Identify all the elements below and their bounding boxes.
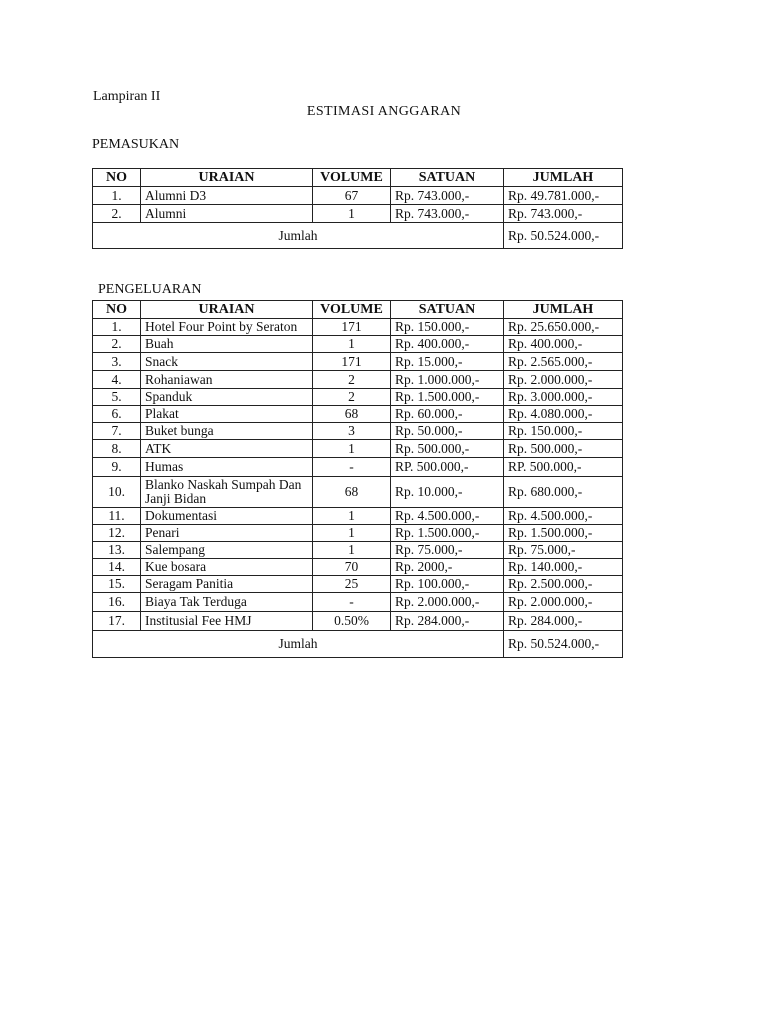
cell-no: 17. <box>93 612 141 631</box>
pemasukan-heading: PEMASUKAN <box>92 137 180 152</box>
table-row <box>93 187 623 205</box>
cell-no: 9. <box>93 458 141 477</box>
cell-uraian: Rohaniawan <box>141 371 313 389</box>
table-row <box>93 458 623 477</box>
column-header-uraian: URAIAN <box>141 169 313 187</box>
cell-no: 16. <box>93 593 141 612</box>
cell-satuan: Rp. 1.500.000,- <box>391 389 504 406</box>
pemasukan-table <box>92 168 623 249</box>
table-row <box>93 477 623 508</box>
cell-jumlah: Rp. 680.000,- <box>504 477 623 508</box>
cell-no: 15. <box>93 576 141 593</box>
cell-uraian: Hotel Four Point by Seraton <box>141 319 313 336</box>
cell-volume: 1 <box>313 205 391 223</box>
table-row <box>93 389 623 406</box>
cell-jumlah: Rp. 150.000,- <box>504 423 623 440</box>
column-header-volume: VOLUME <box>313 169 391 187</box>
cell-no: 1. <box>93 319 141 336</box>
cell-volume: 171 <box>313 353 391 371</box>
cell-satuan: Rp. 15.000,- <box>391 353 504 371</box>
cell-jumlah: Rp. 500.000,- <box>504 440 623 458</box>
cell-satuan: Rp. 100.000,- <box>391 576 504 593</box>
cell-uraian: Humas <box>141 458 313 477</box>
cell-satuan: Rp. 400.000,- <box>391 336 504 353</box>
column-header-satuan: SATUAN <box>391 169 504 187</box>
cell-jumlah: Rp. 2.565.000,- <box>504 353 623 371</box>
total-label: Jumlah <box>93 631 504 658</box>
table-row <box>93 371 623 389</box>
pengeluaran-heading: PENGELUARAN <box>98 282 202 297</box>
cell-satuan: RP. 500.000,- <box>391 458 504 477</box>
table-row <box>93 559 623 576</box>
cell-jumlah: Rp. 284.000,- <box>504 612 623 631</box>
cell-uraian: Penari <box>141 525 313 542</box>
table-row <box>93 593 623 612</box>
cell-jumlah: Rp. 3.000.000,- <box>504 389 623 406</box>
table-row <box>93 336 623 353</box>
cell-satuan: Rp. 75.000,- <box>391 542 504 559</box>
cell-uraian: ATK <box>141 440 313 458</box>
cell-uraian: Kue bosara <box>141 559 313 576</box>
cell-no: 2. <box>93 336 141 353</box>
table-row <box>93 319 623 336</box>
column-header-no: NO <box>93 301 141 319</box>
cell-satuan: Rp. 1.000.000,- <box>391 371 504 389</box>
cell-volume: 1 <box>313 525 391 542</box>
column-header-jumlah: JUMLAH <box>504 301 623 319</box>
cell-volume: 1 <box>313 508 391 525</box>
total-row <box>93 223 623 249</box>
cell-uraian: Alumni D3 <box>141 187 313 205</box>
cell-satuan: Rp. 1.500.000,- <box>391 525 504 542</box>
total-value: Rp. 50.524.000,- <box>504 631 623 658</box>
table-row <box>93 406 623 423</box>
cell-uraian: Dokumentasi <box>141 508 313 525</box>
cell-volume: 0.50% <box>313 612 391 631</box>
cell-uraian: Plakat <box>141 406 313 423</box>
cell-no: 8. <box>93 440 141 458</box>
lampiran-label: Lampiran II <box>93 89 161 104</box>
total-label: Jumlah <box>93 223 504 249</box>
cell-volume: 70 <box>313 559 391 576</box>
cell-uraian: Seragam Panitia <box>141 576 313 593</box>
cell-satuan: Rp. 284.000,- <box>391 612 504 631</box>
cell-volume: 1 <box>313 542 391 559</box>
cell-jumlah: Rp. 4.500.000,- <box>504 508 623 525</box>
total-row <box>93 631 623 658</box>
table-row <box>93 542 623 559</box>
cell-no: 7. <box>93 423 141 440</box>
cell-uraian: Buah <box>141 336 313 353</box>
cell-volume: 68 <box>313 477 391 508</box>
cell-no: 4. <box>93 371 141 389</box>
cell-volume: 25 <box>313 576 391 593</box>
cell-jumlah: RP. 500.000,- <box>504 458 623 477</box>
cell-volume: 67 <box>313 187 391 205</box>
column-header-no: NO <box>93 169 141 187</box>
cell-volume: 3 <box>313 423 391 440</box>
column-header-volume: VOLUME <box>313 301 391 319</box>
table-row <box>93 440 623 458</box>
cell-jumlah: Rp. 140.000,- <box>504 559 623 576</box>
column-header-satuan: SATUAN <box>391 301 504 319</box>
cell-satuan: Rp. 4.500.000,- <box>391 508 504 525</box>
table-row <box>93 423 623 440</box>
total-value: Rp. 50.524.000,- <box>504 223 623 249</box>
cell-satuan: Rp. 743.000,- <box>391 205 504 223</box>
cell-no: 14. <box>93 559 141 576</box>
table-row <box>93 205 623 223</box>
cell-uraian: Blanko Naskah Sumpah Dan Janji Bidan <box>141 477 313 508</box>
cell-satuan: Rp. 60.000,- <box>391 406 504 423</box>
cell-no: 12. <box>93 525 141 542</box>
cell-jumlah: Rp. 49.781.000,- <box>504 187 623 205</box>
cell-jumlah: Rp. 2.000.000,- <box>504 593 623 612</box>
cell-jumlah: Rp. 2.000.000,- <box>504 371 623 389</box>
cell-no: 13. <box>93 542 141 559</box>
cell-volume: 2 <box>313 389 391 406</box>
cell-satuan: Rp. 2.000.000,- <box>391 593 504 612</box>
cell-uraian: Snack <box>141 353 313 371</box>
table-row <box>93 612 623 631</box>
cell-no: 2. <box>93 205 141 223</box>
cell-no: 6. <box>93 406 141 423</box>
table-row <box>93 353 623 371</box>
cell-uraian: Buket bunga <box>141 423 313 440</box>
cell-no: 3. <box>93 353 141 371</box>
cell-volume: 2 <box>313 371 391 389</box>
cell-no: 1. <box>93 187 141 205</box>
cell-jumlah: Rp. 4.080.000,- <box>504 406 623 423</box>
column-header-uraian: URAIAN <box>141 301 313 319</box>
column-header-jumlah: JUMLAH <box>504 169 623 187</box>
cell-volume: 68 <box>313 406 391 423</box>
cell-no: 5. <box>93 389 141 406</box>
cell-uraian: Biaya Tak Terduga <box>141 593 313 612</box>
cell-satuan: Rp. 500.000,- <box>391 440 504 458</box>
cell-jumlah: Rp. 743.000,- <box>504 205 623 223</box>
cell-jumlah: Rp. 2.500.000,- <box>504 576 623 593</box>
table-row <box>93 576 623 593</box>
cell-uraian: Alumni <box>141 205 313 223</box>
cell-jumlah: Rp. 1.500.000,- <box>504 525 623 542</box>
cell-volume: 171 <box>313 319 391 336</box>
table-header-row <box>93 301 623 319</box>
cell-jumlah: Rp. 400.000,- <box>504 336 623 353</box>
cell-uraian: Institusial Fee HMJ <box>141 612 313 631</box>
cell-uraian: Salempang <box>141 542 313 559</box>
cell-jumlah: Rp. 75.000,- <box>504 542 623 559</box>
cell-uraian: Spanduk <box>141 389 313 406</box>
cell-satuan: Rp. 10.000,- <box>391 477 504 508</box>
cell-volume: - <box>313 458 391 477</box>
cell-satuan: Rp. 743.000,- <box>391 187 504 205</box>
table-header-row <box>93 169 623 187</box>
document-title: ESTIMASI ANGGARAN <box>306 104 462 119</box>
table-row <box>93 508 623 525</box>
cell-satuan: Rp. 150.000,- <box>391 319 504 336</box>
cell-satuan: Rp. 2000,- <box>391 559 504 576</box>
pengeluaran-table <box>92 300 623 658</box>
table-row <box>93 525 623 542</box>
cell-volume: - <box>313 593 391 612</box>
cell-jumlah: Rp. 25.650.000,- <box>504 319 623 336</box>
cell-volume: 1 <box>313 336 391 353</box>
cell-satuan: Rp. 50.000,- <box>391 423 504 440</box>
cell-volume: 1 <box>313 440 391 458</box>
cell-no: 11. <box>93 508 141 525</box>
cell-no: 10. <box>93 477 141 508</box>
